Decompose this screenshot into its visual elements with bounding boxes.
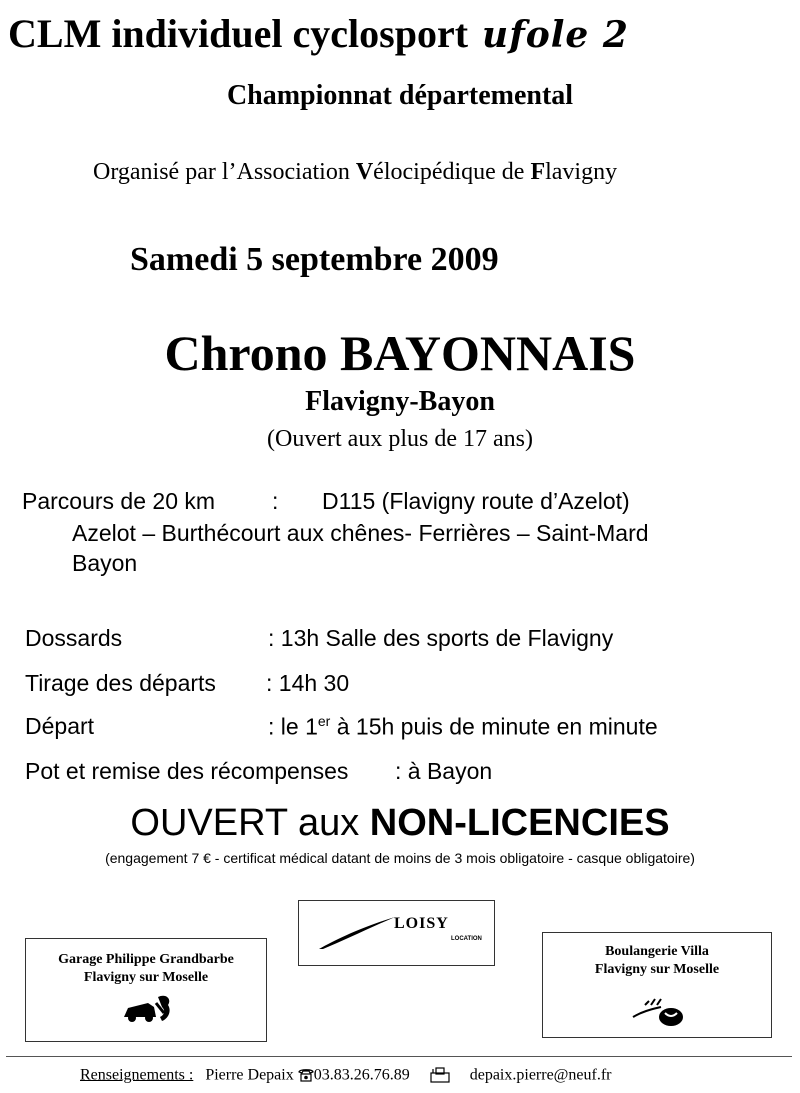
tirage-value: : 14h 30 xyxy=(266,670,350,696)
depart-label: Départ xyxy=(25,713,95,739)
depart-value-end: à 15h puis de minute en minute xyxy=(330,713,658,740)
dossards-value: : 13h Salle des sports de Flavigny xyxy=(268,625,614,651)
organizer-prefix: Organisé par l’Association xyxy=(93,159,356,185)
fee-note: (engagement 7 € - certificat médical datant de moins de 3 mois obligatoire - casque obligatoire) xyxy=(105,850,695,866)
sponsor-loisy-box xyxy=(298,900,495,966)
footer-divider xyxy=(6,1056,792,1057)
depart-value xyxy=(268,713,658,741)
car-wrench-icon xyxy=(122,991,174,1025)
loisy-sub: LOCATION xyxy=(451,936,482,942)
dossards-label: Dossards xyxy=(25,625,123,651)
title-text: CLM individuel cyclosport xyxy=(8,11,469,56)
loisy-name: LOISY xyxy=(394,915,449,932)
subtitle: Championnat départemental xyxy=(226,80,574,111)
bread-logo-icon xyxy=(631,997,687,1029)
contact-email[interactable]: depaix.pierre@neuf.fr xyxy=(469,1066,612,1084)
course-colon: : xyxy=(272,488,279,514)
non-licencies-text: NON-LICENCIES xyxy=(369,802,670,844)
organizer-v-initial: V xyxy=(355,159,374,185)
pot-value: : à Bayon xyxy=(395,758,493,784)
organizer-line xyxy=(93,159,617,186)
age-note: (Ouvert aux plus de 17 ans) xyxy=(267,426,533,452)
depart-ordinal: er xyxy=(317,713,331,729)
course-route-line: Azelot – Burthécourt aux chênes- Ferrières – Saint-Mard xyxy=(72,520,649,546)
course-route-end: Bayon xyxy=(72,550,138,576)
boulangerie-name: Boulangerie Villa xyxy=(605,944,709,959)
event-name: Chrono BAYONNAIS xyxy=(164,325,636,381)
depart-value-start: : le 1 xyxy=(268,713,318,740)
sponsor-garage-box xyxy=(25,938,267,1042)
page-title xyxy=(8,10,629,57)
open-headline xyxy=(0,802,800,845)
phone-icon xyxy=(298,1068,314,1082)
fax-icon xyxy=(430,1067,450,1083)
sponsor-boulangerie-box xyxy=(542,932,772,1038)
course-start: D115 (Flavigny route d’Azelot) xyxy=(322,488,630,514)
garage-town: Flavigny sur Moselle xyxy=(83,970,209,985)
garage-name: Garage Philippe Grandbarbe xyxy=(58,952,234,967)
course-label: Parcours de 20 km xyxy=(22,488,216,514)
organizer-f-initial: F xyxy=(530,159,546,185)
handwritten-note: ufole 2 xyxy=(482,14,629,56)
open-text: OUVERT aux xyxy=(130,802,370,844)
event-location: Flavigny-Bayon xyxy=(305,386,495,417)
loisy-swoosh-icon xyxy=(317,915,397,951)
footer-contact xyxy=(80,1066,612,1084)
footer-label: Renseignements : xyxy=(80,1066,194,1084)
contact-name: Pierre Depaix xyxy=(205,1066,294,1084)
boulangerie-town: Flavigny sur Moselle xyxy=(594,962,720,977)
organizer-end: lavigny xyxy=(545,159,618,185)
contact-phone[interactable]: 03.83.26.76.89 xyxy=(313,1066,410,1084)
event-date: Samedi 5 septembre 2009 xyxy=(130,241,499,278)
pot-label: Pot et remise des récompenses xyxy=(25,758,349,784)
tirage-label: Tirage des départs xyxy=(25,670,216,696)
organizer-middle: élocipédique de xyxy=(373,159,531,185)
